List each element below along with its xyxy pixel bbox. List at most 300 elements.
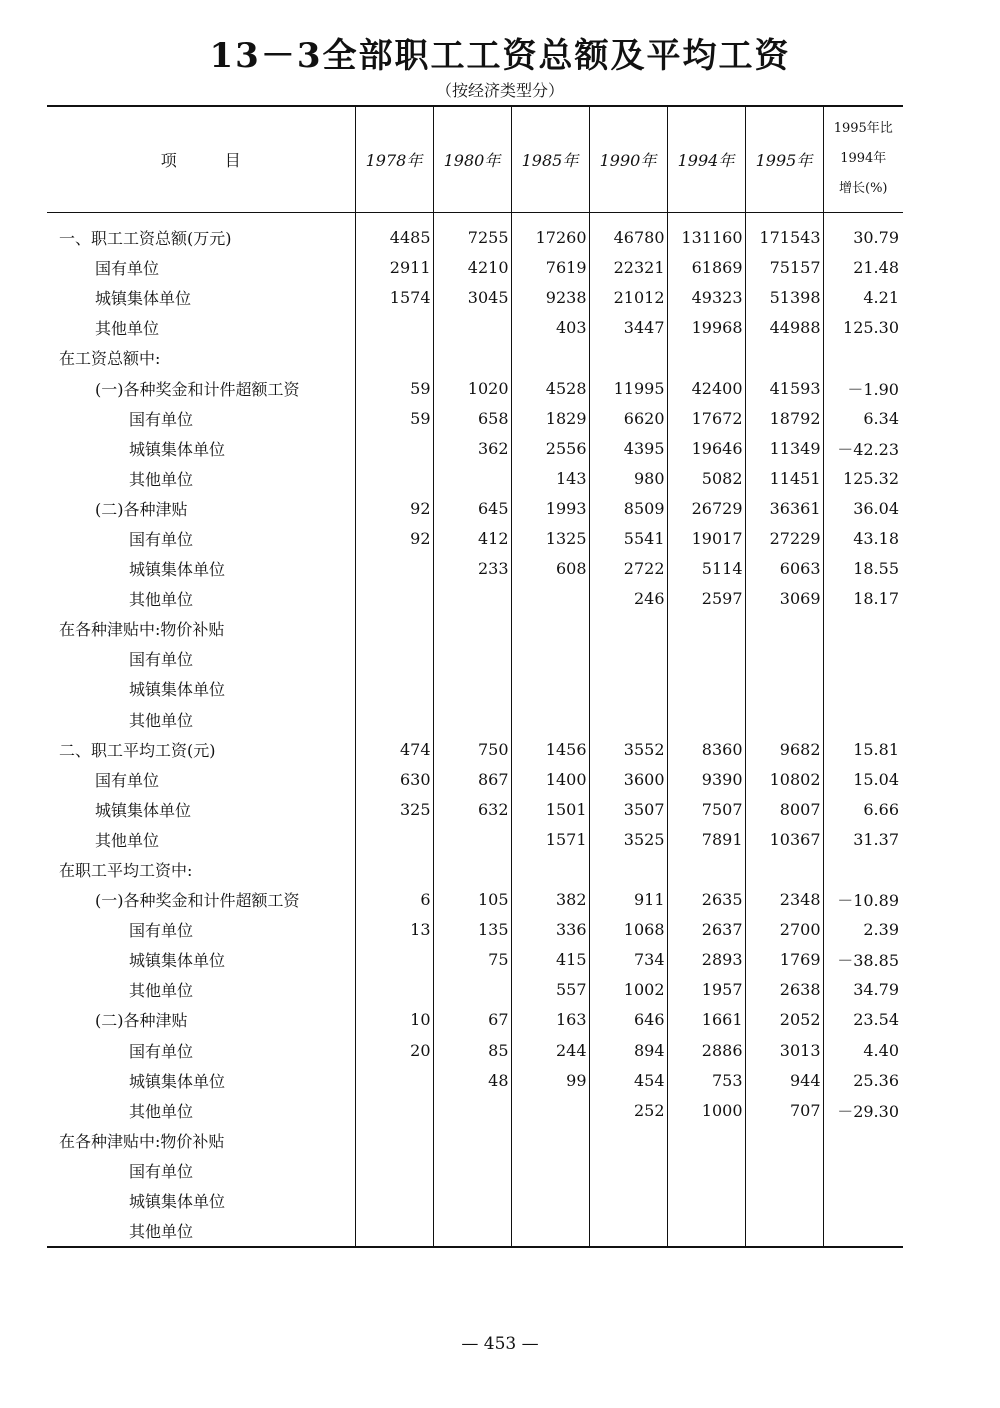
value-cell-1985: 1829 xyxy=(511,403,589,433)
value-cell-1985: 7619 xyxy=(511,253,589,283)
value-cell-1995: 6063 xyxy=(745,554,823,584)
value-cell-1994: 2893 xyxy=(667,945,745,975)
value-cell-1994: 42400 xyxy=(667,373,745,403)
value-cell-1995: 707 xyxy=(745,1095,823,1125)
table-row xyxy=(47,824,903,854)
value-cell-1994: 7507 xyxy=(667,794,745,824)
value-cell-1990: 6620 xyxy=(589,403,667,433)
value-cell-1980: 233 xyxy=(433,554,511,584)
value-cell-1978 xyxy=(355,1095,433,1125)
row-label: 其他单位 xyxy=(95,319,160,339)
value-cell-1995: 18792 xyxy=(745,403,823,433)
value-cell-1990 xyxy=(589,674,667,704)
row-label: (二)各种津贴 xyxy=(95,499,188,519)
value-cell-1978: 4485 xyxy=(355,212,433,253)
value-cell-1990: 894 xyxy=(589,1035,667,1065)
value-cell-1995: 2052 xyxy=(745,1005,823,1035)
value-cell-1980 xyxy=(433,704,511,734)
value-cell-1985: 17260 xyxy=(511,212,589,253)
value-cell-1978 xyxy=(355,343,433,373)
value-cell-1980: 85 xyxy=(433,1035,511,1065)
value-cell-1990: 246 xyxy=(589,584,667,614)
value-cell-1980: 7255 xyxy=(433,212,511,253)
growth-cell: 43.18 xyxy=(823,523,903,553)
value-cell-1995: 11349 xyxy=(745,433,823,463)
value-cell-1994: 7891 xyxy=(667,824,745,854)
value-cell-1990: 3552 xyxy=(589,734,667,764)
table-row xyxy=(47,614,903,644)
value-cell-1995: 10367 xyxy=(745,824,823,854)
value-cell-1980 xyxy=(433,1095,511,1125)
value-cell-1995: 10802 xyxy=(745,764,823,794)
value-cell-1995: 1769 xyxy=(745,945,823,975)
value-cell-1980: 658 xyxy=(433,403,511,433)
value-cell-1978: 474 xyxy=(355,734,433,764)
value-cell-1985 xyxy=(511,614,589,644)
value-cell-1985 xyxy=(511,854,589,884)
header-year-1994: 1994年 xyxy=(667,106,745,212)
header-year-1985: 1985年 xyxy=(511,106,589,212)
value-cell-1980: 412 xyxy=(433,523,511,553)
row-label: 城镇集体单位 xyxy=(129,951,226,971)
table-row xyxy=(47,704,903,734)
value-cell-1985 xyxy=(511,584,589,614)
value-cell-1980 xyxy=(433,674,511,704)
value-cell-1994: 2597 xyxy=(667,584,745,614)
value-cell-1995 xyxy=(745,674,823,704)
growth-cell xyxy=(823,1125,903,1155)
value-cell-1980 xyxy=(433,644,511,674)
table-row xyxy=(47,1186,903,1216)
value-cell-1990 xyxy=(589,614,667,644)
table-row xyxy=(47,644,903,674)
table-row xyxy=(47,1035,903,1065)
value-cell-1980: 135 xyxy=(433,915,511,945)
table-row xyxy=(47,945,903,975)
value-cell-1985: 1993 xyxy=(511,493,589,523)
growth-cell: 21.48 xyxy=(823,253,903,283)
value-cell-1978 xyxy=(355,1216,433,1247)
value-cell-1994 xyxy=(667,343,745,373)
value-cell-1990: 3447 xyxy=(589,313,667,343)
value-cell-1978: 10 xyxy=(355,1005,433,1035)
growth-cell: －38.85 xyxy=(823,945,903,975)
growth-cell: 25.36 xyxy=(823,1065,903,1095)
value-cell-1995: 51398 xyxy=(745,283,823,313)
value-cell-1994: 17672 xyxy=(667,403,745,433)
table-header-row xyxy=(47,106,903,212)
value-cell-1994: 2637 xyxy=(667,915,745,945)
value-cell-1995: 171543 xyxy=(745,212,823,253)
value-cell-1978 xyxy=(355,463,433,493)
value-cell-1978 xyxy=(355,1186,433,1216)
row-label: 一、职工工资总额(万元) xyxy=(59,229,232,249)
value-cell-1994 xyxy=(667,1186,745,1216)
value-cell-1980: 362 xyxy=(433,433,511,463)
value-cell-1980 xyxy=(433,1186,511,1216)
header-year-1995: 1995年 xyxy=(745,106,823,212)
value-cell-1994: 131160 xyxy=(667,212,745,253)
row-label: 国有单位 xyxy=(129,1161,194,1181)
growth-cell xyxy=(823,1216,903,1247)
value-cell-1978 xyxy=(355,704,433,734)
table-row xyxy=(47,1095,903,1125)
value-cell-1980: 632 xyxy=(433,794,511,824)
value-cell-1990 xyxy=(589,1125,667,1155)
value-cell-1985: 163 xyxy=(511,1005,589,1035)
row-label: (一)各种奖金和计件超额工资 xyxy=(95,891,300,911)
row-label: (一)各种奖金和计件超额工资 xyxy=(95,379,300,399)
value-cell-1980 xyxy=(433,1155,511,1185)
table-row xyxy=(47,764,903,794)
value-cell-1994 xyxy=(667,614,745,644)
growth-cell: 6.34 xyxy=(823,403,903,433)
value-cell-1980: 1020 xyxy=(433,373,511,403)
value-cell-1985: 2556 xyxy=(511,433,589,463)
table-row xyxy=(47,463,903,493)
value-cell-1980 xyxy=(433,584,511,614)
value-cell-1995: 2638 xyxy=(745,975,823,1005)
value-cell-1994: 26729 xyxy=(667,493,745,523)
value-cell-1994 xyxy=(667,854,745,884)
row-label: 城镇集体单位 xyxy=(129,1071,226,1091)
value-cell-1994: 5114 xyxy=(667,554,745,584)
value-cell-1995: 3069 xyxy=(745,584,823,614)
table-row xyxy=(47,343,903,373)
value-cell-1978 xyxy=(355,584,433,614)
growth-cell xyxy=(823,854,903,884)
value-cell-1978 xyxy=(355,854,433,884)
row-label: 国有单位 xyxy=(95,770,160,790)
value-cell-1995: 41593 xyxy=(745,373,823,403)
value-cell-1978: 2911 xyxy=(355,253,433,283)
row-label: 在工资总额中: xyxy=(59,349,161,369)
page-subtitle: （按经济类型分） xyxy=(435,81,564,100)
table-body xyxy=(47,212,903,1247)
value-cell-1995 xyxy=(745,854,823,884)
value-cell-1995: 944 xyxy=(745,1065,823,1095)
growth-cell: 36.04 xyxy=(823,493,903,523)
value-cell-1978 xyxy=(355,945,433,975)
wage-table xyxy=(47,105,903,1248)
table-row xyxy=(47,1005,903,1035)
value-cell-1995: 36361 xyxy=(745,493,823,523)
value-cell-1990 xyxy=(589,854,667,884)
value-cell-1985: 403 xyxy=(511,313,589,343)
value-cell-1990 xyxy=(589,704,667,734)
value-cell-1995: 3013 xyxy=(745,1035,823,1065)
row-label: 国有单位 xyxy=(129,650,194,670)
value-cell-1985 xyxy=(511,1095,589,1125)
value-cell-1990 xyxy=(589,1216,667,1247)
row-label: 城镇集体单位 xyxy=(129,560,226,580)
table-row xyxy=(47,674,903,704)
value-cell-1985: 9238 xyxy=(511,283,589,313)
growth-cell: 18.55 xyxy=(823,554,903,584)
table-row xyxy=(47,734,903,764)
row-label: 在各种津贴中:物价补贴 xyxy=(59,1131,225,1151)
value-cell-1980: 105 xyxy=(433,885,511,915)
value-cell-1995 xyxy=(745,1125,823,1155)
growth-cell: 2.39 xyxy=(823,915,903,945)
value-cell-1980 xyxy=(433,1125,511,1155)
table-row xyxy=(47,1216,903,1247)
value-cell-1978 xyxy=(355,433,433,463)
value-cell-1990: 4395 xyxy=(589,433,667,463)
value-cell-1985 xyxy=(511,704,589,734)
value-cell-1990: 3600 xyxy=(589,764,667,794)
value-cell-1995 xyxy=(745,1186,823,1216)
value-cell-1994 xyxy=(667,704,745,734)
value-cell-1995: 75157 xyxy=(745,253,823,283)
value-cell-1995 xyxy=(745,343,823,373)
value-cell-1990 xyxy=(589,343,667,373)
value-cell-1995: 8007 xyxy=(745,794,823,824)
value-cell-1985 xyxy=(511,1216,589,1247)
table-row xyxy=(47,313,903,343)
value-cell-1980: 67 xyxy=(433,1005,511,1035)
row-label: 其他单位 xyxy=(129,1101,194,1121)
table-row xyxy=(47,1065,903,1095)
value-cell-1990 xyxy=(589,644,667,674)
value-cell-1995 xyxy=(745,1155,823,1185)
growth-cell xyxy=(823,704,903,734)
growth-cell: 15.81 xyxy=(823,734,903,764)
value-cell-1980: 4210 xyxy=(433,253,511,283)
value-cell-1980: 3045 xyxy=(433,283,511,313)
value-cell-1990: 46780 xyxy=(589,212,667,253)
value-cell-1995: 9682 xyxy=(745,734,823,764)
value-cell-1978 xyxy=(355,1155,433,1185)
table-row xyxy=(47,373,903,403)
value-cell-1985: 557 xyxy=(511,975,589,1005)
value-cell-1980: 867 xyxy=(433,764,511,794)
value-cell-1978: 59 xyxy=(355,373,433,403)
value-cell-1990: 734 xyxy=(589,945,667,975)
value-cell-1990: 5541 xyxy=(589,523,667,553)
value-cell-1980 xyxy=(433,975,511,1005)
growth-cell xyxy=(823,614,903,644)
value-cell-1978: 630 xyxy=(355,764,433,794)
value-cell-1985: 1456 xyxy=(511,734,589,764)
growth-cell: 18.17 xyxy=(823,584,903,614)
value-cell-1995 xyxy=(745,704,823,734)
value-cell-1985: 244 xyxy=(511,1035,589,1065)
value-cell-1985: 608 xyxy=(511,554,589,584)
value-cell-1995 xyxy=(745,1216,823,1247)
value-cell-1978: 13 xyxy=(355,915,433,945)
header-growth xyxy=(823,106,903,212)
growth-cell: 125.30 xyxy=(823,313,903,343)
value-cell-1978 xyxy=(355,554,433,584)
value-cell-1995: 27229 xyxy=(745,523,823,553)
value-cell-1990 xyxy=(589,1186,667,1216)
growth-cell: 15.04 xyxy=(823,764,903,794)
growth-cell xyxy=(823,644,903,674)
growth-cell: 6.66 xyxy=(823,794,903,824)
value-cell-1990: 1002 xyxy=(589,975,667,1005)
row-label: 城镇集体单位 xyxy=(95,289,192,309)
value-cell-1994: 9390 xyxy=(667,764,745,794)
value-cell-1985: 1325 xyxy=(511,523,589,553)
value-cell-1978 xyxy=(355,975,433,1005)
growth-cell: －29.30 xyxy=(823,1095,903,1125)
table-row xyxy=(47,212,903,253)
value-cell-1994: 5082 xyxy=(667,463,745,493)
value-cell-1978 xyxy=(355,614,433,644)
value-cell-1978: 59 xyxy=(355,403,433,433)
value-cell-1995 xyxy=(745,644,823,674)
row-label: 其他单位 xyxy=(95,830,160,850)
table-row xyxy=(47,283,903,313)
value-cell-1985 xyxy=(511,1125,589,1155)
table-row xyxy=(47,975,903,1005)
table-row xyxy=(47,915,903,945)
row-label: 城镇集体单位 xyxy=(129,680,226,700)
header-growth-line2: 1994年 xyxy=(840,151,887,167)
value-cell-1994 xyxy=(667,1216,745,1247)
table-row xyxy=(47,554,903,584)
header-growth-line1: 1995年比 xyxy=(833,121,893,137)
value-cell-1985: 382 xyxy=(511,885,589,915)
value-cell-1994: 19968 xyxy=(667,313,745,343)
page-number: — 453 — xyxy=(461,1334,539,1354)
table-row xyxy=(47,885,903,915)
row-label: 其他单位 xyxy=(47,1216,355,1247)
row-label: 国有单位 xyxy=(129,409,194,429)
growth-cell: 4.21 xyxy=(823,283,903,313)
table-row xyxy=(47,403,903,433)
table-row xyxy=(47,433,903,463)
header-item: 项 目 xyxy=(47,106,355,212)
value-cell-1980 xyxy=(433,854,511,884)
value-cell-1994: 19017 xyxy=(667,523,745,553)
row-label: 国有单位 xyxy=(129,1041,194,1061)
growth-cell: 23.54 xyxy=(823,1005,903,1035)
value-cell-1985: 1571 xyxy=(511,824,589,854)
value-cell-1994 xyxy=(667,1125,745,1155)
row-label: 在各种津贴中:物价补贴 xyxy=(59,620,225,640)
row-label: 其他单位 xyxy=(129,710,194,730)
header-growth-line3: 增长(%) xyxy=(839,181,888,197)
value-cell-1985: 1400 xyxy=(511,764,589,794)
value-cell-1994: 1000 xyxy=(667,1095,745,1125)
value-cell-1990: 22321 xyxy=(589,253,667,283)
value-cell-1978: 20 xyxy=(355,1035,433,1065)
growth-cell: 31.37 xyxy=(823,824,903,854)
value-cell-1985: 4528 xyxy=(511,373,589,403)
value-cell-1994: 1957 xyxy=(667,975,745,1005)
wage-table-container xyxy=(47,105,903,1248)
row-label: (二)各种津贴 xyxy=(95,1011,188,1031)
header-year-1980: 1980年 xyxy=(433,106,511,212)
value-cell-1994 xyxy=(667,1155,745,1185)
growth-cell xyxy=(823,674,903,704)
row-label: 其他单位 xyxy=(129,469,194,489)
value-cell-1985 xyxy=(511,1186,589,1216)
value-cell-1985 xyxy=(511,644,589,674)
row-label: 其他单位 xyxy=(129,590,194,610)
value-cell-1995: 11451 xyxy=(745,463,823,493)
growth-cell xyxy=(823,1186,903,1216)
growth-cell: －1.90 xyxy=(823,373,903,403)
value-cell-1995 xyxy=(745,614,823,644)
value-cell-1978: 6 xyxy=(355,885,433,915)
table-row xyxy=(47,794,903,824)
value-cell-1990 xyxy=(589,1155,667,1185)
value-cell-1994: 753 xyxy=(667,1065,745,1095)
table-row xyxy=(47,253,903,283)
value-cell-1990: 252 xyxy=(589,1095,667,1125)
header-year-1990: 1990年 xyxy=(589,106,667,212)
value-cell-1980: 75 xyxy=(433,945,511,975)
growth-cell: 34.79 xyxy=(823,975,903,1005)
value-cell-1994: 1661 xyxy=(667,1005,745,1035)
table-row xyxy=(47,1125,903,1155)
value-cell-1994: 61869 xyxy=(667,253,745,283)
row-label: 城镇集体单位 xyxy=(95,800,192,820)
value-cell-1990: 3525 xyxy=(589,824,667,854)
value-cell-1994: 49323 xyxy=(667,283,745,313)
row-label: 国有单位 xyxy=(129,921,194,941)
value-cell-1980 xyxy=(433,824,511,854)
table-row xyxy=(47,523,903,553)
header-year-1978: 1978年 xyxy=(355,106,433,212)
growth-cell xyxy=(823,1155,903,1185)
value-cell-1985: 415 xyxy=(511,945,589,975)
value-cell-1978 xyxy=(355,824,433,854)
value-cell-1990: 980 xyxy=(589,463,667,493)
value-cell-1994: 8360 xyxy=(667,734,745,764)
row-label: 国有单位 xyxy=(129,529,194,549)
value-cell-1985: 1501 xyxy=(511,794,589,824)
value-cell-1980: 750 xyxy=(433,734,511,764)
row-label: 其他单位 xyxy=(129,981,194,1001)
row-label: 二、职工平均工资(元) xyxy=(59,740,216,760)
value-cell-1980 xyxy=(433,614,511,644)
value-cell-1985 xyxy=(511,674,589,704)
value-cell-1978: 92 xyxy=(355,493,433,523)
value-cell-1978 xyxy=(355,644,433,674)
value-cell-1985 xyxy=(511,343,589,373)
value-cell-1995: 2348 xyxy=(745,885,823,915)
value-cell-1990: 11995 xyxy=(589,373,667,403)
row-label: 城镇集体单位 xyxy=(129,1192,226,1212)
growth-cell xyxy=(823,343,903,373)
value-cell-1978: 92 xyxy=(355,523,433,553)
value-cell-1990: 646 xyxy=(589,1005,667,1035)
value-cell-1985: 336 xyxy=(511,915,589,945)
value-cell-1985: 143 xyxy=(511,463,589,493)
value-cell-1985 xyxy=(511,1155,589,1185)
value-cell-1990: 21012 xyxy=(589,283,667,313)
value-cell-1978 xyxy=(355,313,433,343)
row-label: 城镇集体单位 xyxy=(129,439,226,459)
value-cell-1994 xyxy=(667,674,745,704)
value-cell-1990: 454 xyxy=(589,1065,667,1095)
table-row xyxy=(47,854,903,884)
value-cell-1980 xyxy=(433,313,511,343)
table-row xyxy=(47,1155,903,1185)
page-title: 13－3全部职工工资总额及平均工资 xyxy=(209,36,791,76)
value-cell-1990: 3507 xyxy=(589,794,667,824)
growth-cell: －42.23 xyxy=(823,433,903,463)
growth-cell: 30.79 xyxy=(823,212,903,253)
row-label: 国有单位 xyxy=(95,259,160,279)
value-cell-1980 xyxy=(433,343,511,373)
value-cell-1990: 911 xyxy=(589,885,667,915)
value-cell-1978 xyxy=(355,1125,433,1155)
